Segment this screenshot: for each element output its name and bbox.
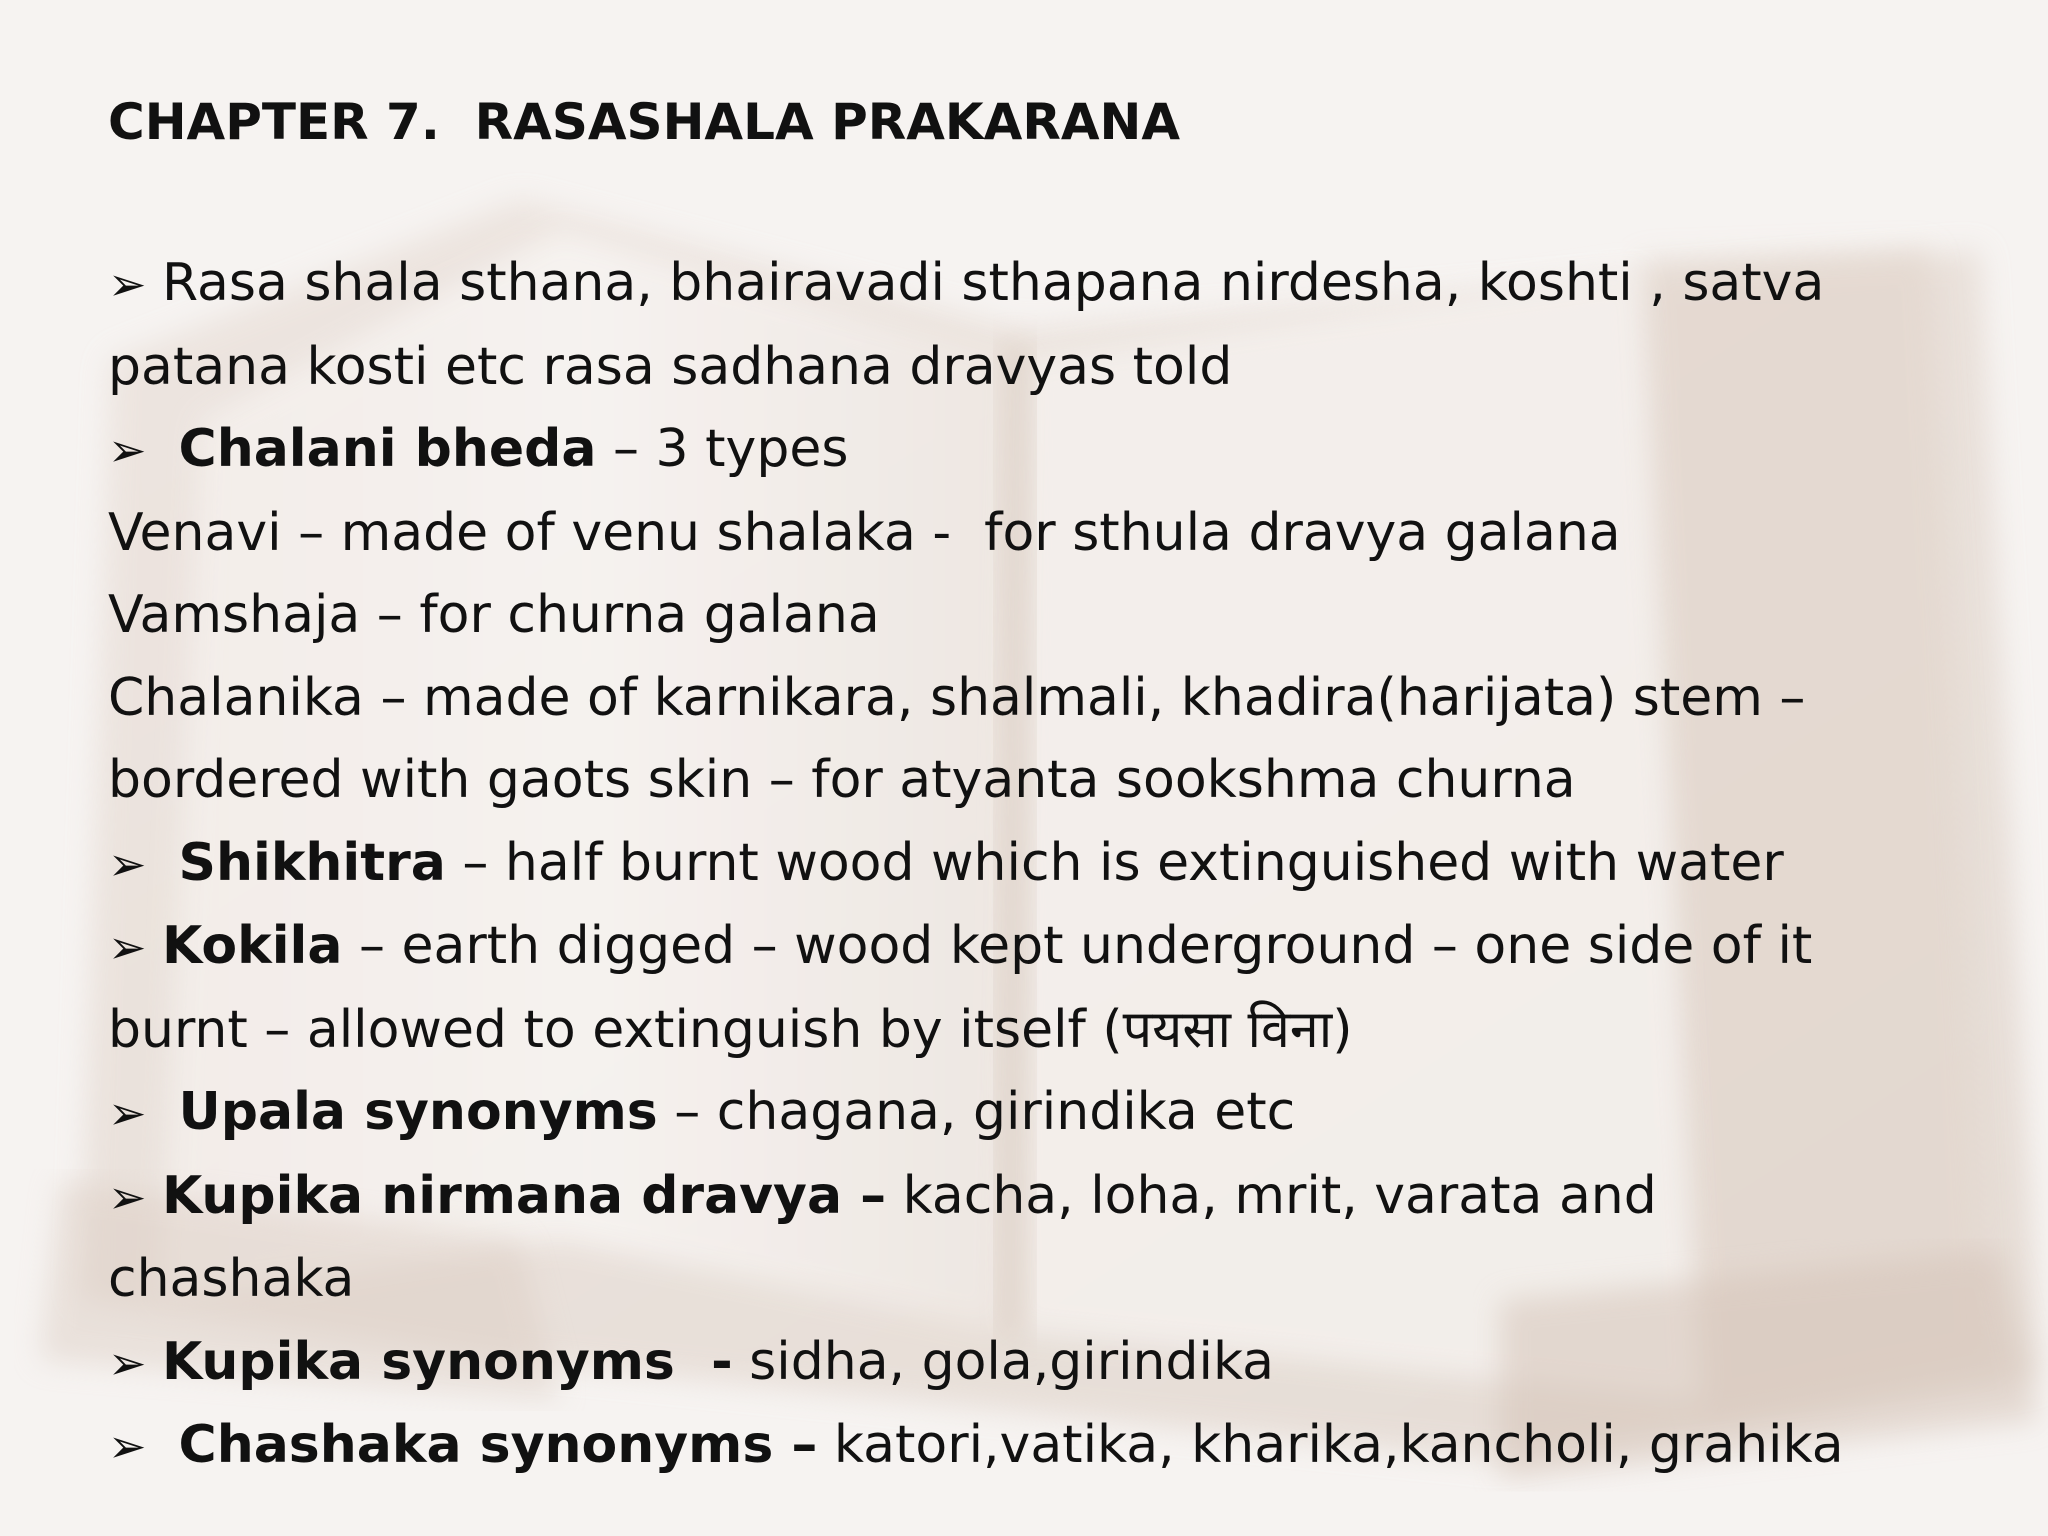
continuation-line <box>108 739 1988 822</box>
bullet-kokila <box>108 905 1988 989</box>
line-text: patana kosti etc rasa sadhana dravyas told <box>108 336 1233 397</box>
arrow-bullet-icon: ➢ <box>108 1335 147 1390</box>
slide-title: CHAPTER 7. RASASHALA PRAKARANA <box>108 93 1181 151</box>
line-text: Venavi – made of venu shalaka - for sthula dravya galana <box>108 502 1621 563</box>
bullet-rasa-shala <box>108 242 1988 326</box>
slide-content <box>108 82 1988 1488</box>
line-text: Rasa shala sthana, bhairavadi sthapana nirdesha, koshti , satva <box>162 253 1825 313</box>
bullet-kupika-nirmana-dravya <box>108 1155 1988 1239</box>
text-line-chalanika <box>108 657 1988 740</box>
arrow-bullet-icon: ➢ <box>108 1086 147 1140</box>
line-text: kacha, loha, mrit, varata and <box>886 1165 1657 1226</box>
arrow-bullet-icon: ➢ <box>108 836 147 891</box>
term-bold: Chalani bheda <box>178 419 597 479</box>
continuation-line <box>108 989 1988 1072</box>
arrow-bullet-icon: ➢ <box>108 257 147 311</box>
line-text: – 3 types <box>596 419 849 479</box>
continuation-line <box>108 1238 1988 1321</box>
line-text: burnt – allowed to extinguish by itself (पयसा विना) <box>108 999 1353 1060</box>
arrow-bullet-icon: ➢ <box>108 423 147 477</box>
bullet-chalani-bheda <box>108 408 1988 492</box>
text-line-venavi <box>108 492 1988 575</box>
term-bold: Kokila <box>162 916 343 976</box>
line-text: chashaka <box>108 1249 355 1309</box>
line-text: katori,vatika, kharika,kancholi, grahika <box>817 1415 1844 1475</box>
arrow-bullet-icon: ➢ <box>108 920 147 974</box>
term-bold: Kupika synonyms - <box>162 1331 733 1392</box>
term-bold: Kupika nirmana dravya – <box>162 1165 887 1226</box>
line-text: – half burnt wood which is extinguished with water <box>445 832 1784 893</box>
line-text: sidha, gola,girindika <box>732 1331 1275 1392</box>
bullet-shikhitra <box>108 822 1988 906</box>
text-line-vamshaja <box>108 574 1988 657</box>
continuation-line <box>108 326 1988 409</box>
line-text: – earth digged – wood kept underground – one side of it <box>342 916 1813 976</box>
line-text: Chalanika – made of karnikara, shalmali, khadira(harijata) stem – <box>108 667 1806 728</box>
term-bold: Chashaka synonyms – <box>178 1415 818 1475</box>
term-bold: Shikhitra <box>178 832 446 893</box>
term-bold: Upala synonyms <box>178 1082 658 1142</box>
line-text: bordered with gaots skin – for atyanta sookshma churna <box>108 750 1576 810</box>
bullet-chashaka-synonyms <box>108 1404 1988 1488</box>
arrow-bullet-icon: ➢ <box>108 1169 147 1224</box>
bullet-upala-synonyms <box>108 1071 1988 1155</box>
bullet-kupika-synonyms <box>108 1321 1988 1405</box>
line-text: Vamshaja – for churna galana <box>108 585 880 645</box>
line-text: – chagana, girindika etc <box>657 1082 1296 1142</box>
arrow-bullet-icon: ➢ <box>108 1419 147 1473</box>
